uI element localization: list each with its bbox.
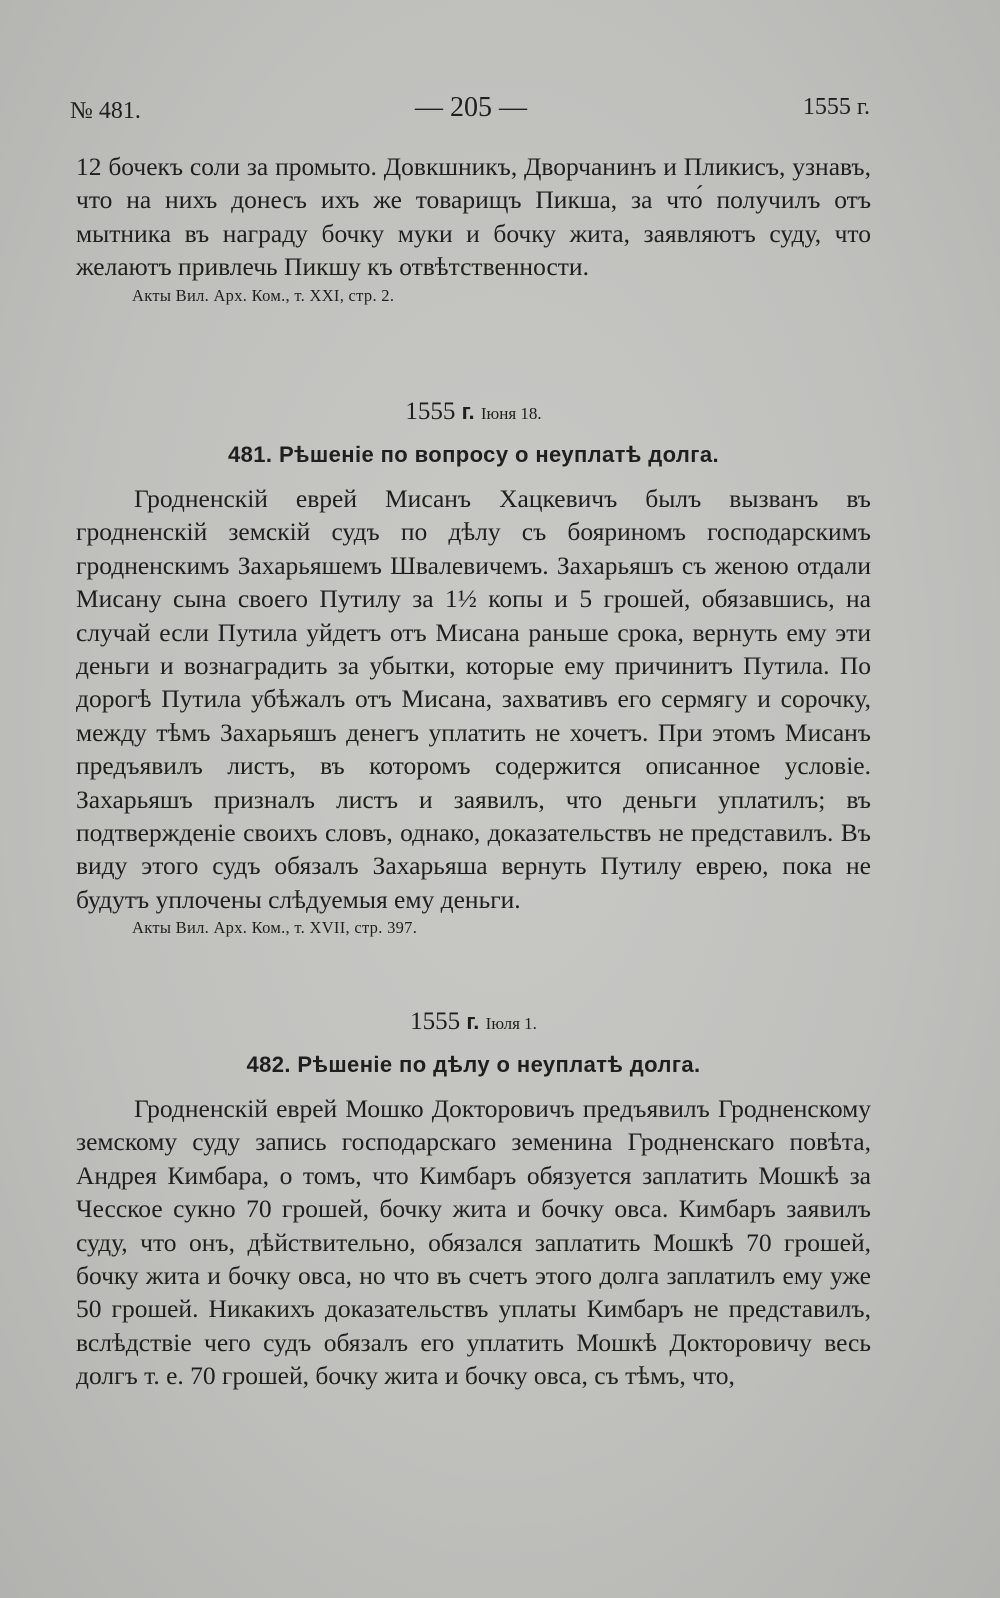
document-number: № 481. xyxy=(70,98,141,124)
page-header xyxy=(70,92,870,132)
doc-481-year: 1555 xyxy=(405,398,456,425)
document-481 xyxy=(76,398,871,938)
page-number: — 205 — xyxy=(415,92,527,123)
intro-paragraph: 12 бочекъ соли за промыто. Довкшникъ, Дворчанинъ и Пликисъ, узнавъ, что на нихъ донесъ ихъ же товарищъ Пикша, за что́ получилъ отъ мытника въ награду бочку муки и бочку жита, заявляютъ суду, что желаютъ привлечь Пикшу къ отвѣтственности. xyxy=(76,152,871,282)
doc-481-source: Акты Вил. Арх. Ком., т. XVII, стр. 397. xyxy=(132,918,418,938)
doc-482-title: 482. Рѣшеніе по дѣлу о неуплатѣ долга. xyxy=(246,1052,701,1077)
doc-482-date xyxy=(76,1008,871,1036)
doc-481-paragraph: Гродненскій еврей Мисанъ Хацкевичъ былъ вызванъ въ гродненскій земскій судъ по дѣлу съ бояриномъ господарскимъ гродненскимъ Захарьяшемъ Швалевичемъ. Захарьяшъ съ женою отдали Мисану сына своего Путилу за 1½ копы и 5 грошей, обязавшись, на случай если Путила уйдетъ отъ Мисана раньше срока, вернуть ему эти деньги и вознаградить за убытки, которые ему причинитъ Путила. По дорогѣ Путила убѣжалъ отъ Мисана, захвативъ его сермягу и сорочку, между тѣмъ Захарьяшъ денегъ уплатить не хочетъ. При этомъ Мисанъ предъявилъ листъ, въ которомъ содержится описанное условіе. Захарьяшъ призналъ листъ и заявилъ, что деньги уплатилъ; въ подтвержденіе своихъ словъ, однако, доказательствъ не представилъ. Въ виду этого судъ обязалъ Захарьяша вернуть Путилу еврею, пока не будутъ уплочены слѣдуемыя ему деньги. xyxy=(76,484,871,914)
doc-481-title: 481. Рѣшеніе по вопросу о неуплатѣ долга. xyxy=(228,442,719,467)
doc-482-year: 1555 xyxy=(410,1008,461,1035)
doc-481-day: Iюня 18. xyxy=(480,404,542,423)
document-482 xyxy=(76,1008,871,1393)
doc-481-g: г. xyxy=(461,399,475,424)
header-year: 1555 г. xyxy=(802,94,870,120)
intro-section xyxy=(76,150,871,306)
intro-source: Акты Вил. Арх. Ком., т. XXI, стр. 2. xyxy=(132,285,395,305)
doc-482-paragraph: Гродненскій еврей Мошко Докторовичъ предъявилъ Гродненскому земскому суду запись господарскаго земенина Гродненскаго повѣта, Андрея Кимбара, о томъ, что Кимбаръ обязуется заплатить Мошкѣ за Чесское сукно 70 грошей, бочку жита и бочку овса. Кимбаръ заявилъ суду, что онъ, дѣйствительно, обязался заплатить Мошкѣ 70 грошей, бочку жита и бочку овса, но что въ счетъ этого долга заплатилъ ему уже 50 грошей. Никакихъ доказательствъ уплаты Кимбаръ не представилъ, вслѣдствіе чего судъ обязалъ его уплатить Мошкѣ Докторовичу весь долгъ т. е. 70 грошей, бочку жита и бочку овса, съ тѣмъ, что, xyxy=(76,1094,871,1391)
doc-481-date xyxy=(76,398,871,426)
doc-482-day: Iюля 1. xyxy=(485,1014,537,1033)
doc-482-g: г. xyxy=(466,1009,480,1034)
